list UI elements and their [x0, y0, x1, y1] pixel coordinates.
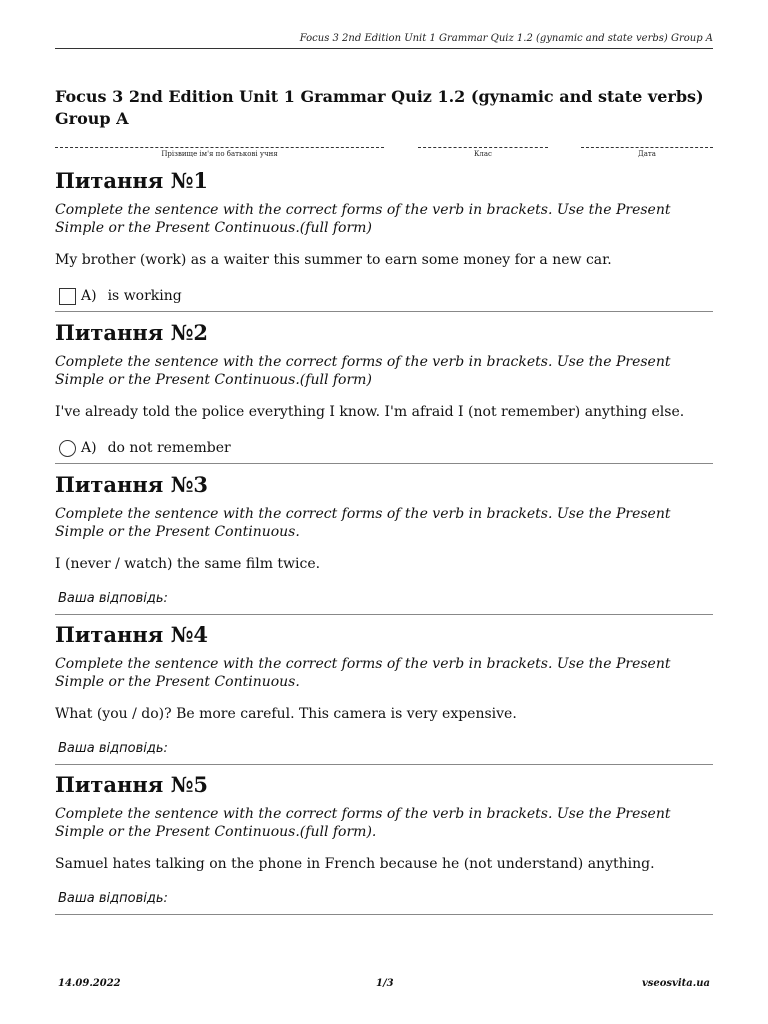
option-letter: A): [81, 440, 97, 456]
question-2: [55, 320, 713, 458]
answer-field-label[interactable]: Ваша відповідь:: [58, 591, 168, 606]
answer-option-a[interactable]: [55, 438, 713, 458]
checkbox[interactable]: [59, 288, 76, 305]
question-text: I (never / watch) the same film twice.: [55, 556, 321, 572]
question-divider: [55, 764, 713, 765]
date-caption: Дата: [638, 150, 656, 158]
footer-site[interactable]: vseosvita.ua: [641, 978, 710, 989]
student-name-caption: Прізвище ім'я по батькові учня: [161, 150, 278, 158]
question-text: Samuel hates talking on the phone in French because he (not understand) anything.: [55, 856, 655, 872]
question-title: Питання №4: [55, 622, 209, 647]
document-title: Focus 3 2nd Edition Unit 1 Grammar Quiz 1.2 (gynamic and state verbs) Group A: [55, 87, 704, 128]
question-text: I've already told the police everything I know. I'm afraid I (not remember) anything else.: [55, 404, 685, 420]
answer-field-label[interactable]: Ваша відповідь:: [58, 891, 168, 906]
question-title: Питання №3: [55, 472, 209, 497]
question-title: Питання №1: [55, 168, 209, 193]
date-field[interactable]: [581, 140, 713, 158]
question-instruction: Complete the sentence with the correct forms of the verb in brackets. Use the Present Simple or the Present Continuous.: [55, 656, 671, 690]
question-divider: [55, 463, 713, 464]
question-1: [55, 168, 713, 306]
answer-option-a[interactable]: [55, 286, 713, 306]
question-text: My brother (work) as a waiter this summer to earn some money for a new car.: [55, 252, 612, 268]
question-4: [55, 622, 713, 759]
class-caption: Клас: [474, 150, 492, 158]
student-name-line: [55, 140, 384, 148]
option-text: do not remember: [107, 440, 231, 456]
question-text: What (you / do)? Be more careful. This camera is very expensive.: [55, 706, 517, 722]
running-header: Focus 3 2nd Edition Unit 1 Grammar Quiz 1.2 (gynamic and state verbs) Group A: [299, 33, 713, 44]
question-instruction: Complete the sentence with the correct forms of the verb in brackets. Use the Present Simple or the Present Continuous.(full form): [55, 202, 671, 236]
radio-button[interactable]: [59, 440, 76, 457]
question-instruction: Complete the sentence with the correct forms of the verb in brackets. Use the Present Simple or the Present Continuous.: [55, 506, 671, 540]
date-line: [581, 140, 713, 148]
document-page: [55, 0, 713, 1024]
header-divider: [55, 48, 713, 49]
question-divider: [55, 311, 713, 312]
question-title: Питання №2: [55, 320, 209, 345]
question-instruction: Complete the sentence with the correct forms of the verb in brackets. Use the Present Simple or the Present Continuous.(full form): [55, 354, 671, 388]
question-instruction: Complete the sentence with the correct forms of the verb in brackets. Use the Present Simple or the Present Continuous.(full form).: [55, 806, 671, 840]
question-divider: [55, 614, 713, 615]
class-field[interactable]: [418, 140, 548, 158]
option-text: is working: [107, 288, 182, 304]
question-title: Питання №5: [55, 772, 209, 797]
question-divider: [55, 914, 713, 915]
student-name-field[interactable]: [55, 140, 384, 158]
option-letter: A): [81, 288, 97, 304]
footer-page-number: 1/3: [376, 978, 394, 989]
question-5: [55, 772, 713, 909]
class-line: [418, 140, 548, 148]
answer-field-label[interactable]: Ваша відповідь:: [58, 741, 168, 756]
footer-date: 14.09.2022: [58, 978, 121, 989]
question-3: [55, 472, 713, 609]
